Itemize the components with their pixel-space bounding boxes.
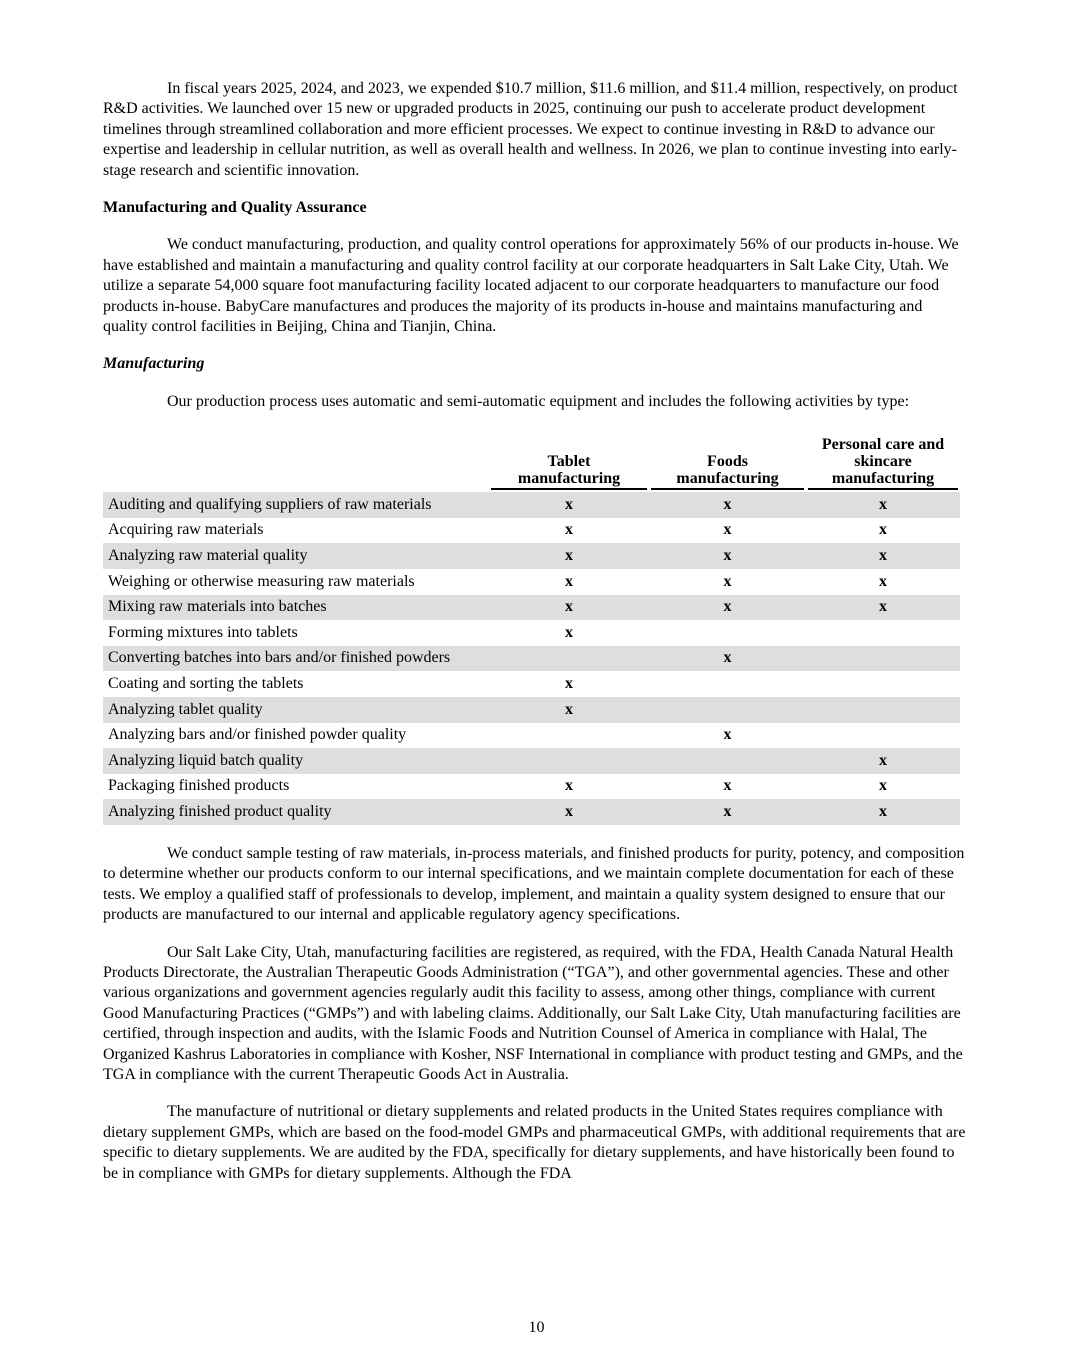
- mark-cell-personal-care: x: [806, 748, 960, 774]
- column-header-foods-label: [651, 453, 804, 490]
- mark-cell-foods: [649, 748, 806, 774]
- activity-cell: Mixing raw materials into batches: [103, 595, 489, 621]
- mark-cell-tablet: x: [489, 697, 649, 723]
- activity-cell: Weighing or otherwise measuring raw materials: [108, 572, 415, 590]
- table-row: [103, 569, 960, 595]
- table-row: [103, 774, 960, 800]
- column-header-tablet: [489, 436, 649, 492]
- mark-cell-personal-care: [806, 646, 960, 672]
- table-body: [103, 492, 960, 825]
- column-header-line: Foods: [707, 453, 748, 471]
- column-header-line: Tablet: [547, 453, 591, 471]
- mark-cell-foods: x: [649, 799, 806, 825]
- activity-cell: Acquiring raw materials: [108, 521, 264, 539]
- mark-cell-tablet: x: [489, 595, 649, 621]
- mark-cell-personal-care: [806, 723, 960, 749]
- mark-cell-tablet: x: [565, 572, 573, 590]
- heading-manufacturing-quality-assurance: Manufacturing and Quality Assurance: [103, 199, 367, 217]
- mark-cell-personal-care: [806, 620, 960, 646]
- page-number: 10: [528, 1319, 545, 1336]
- table-row: [103, 723, 960, 749]
- column-header-personal-care-label: [808, 436, 958, 490]
- column-header-line: manufacturing: [676, 470, 779, 488]
- mark-cell-tablet: x: [489, 543, 649, 569]
- mark-cell-personal-care: x: [806, 543, 960, 569]
- activity-cell: Analyzing liquid batch quality: [103, 748, 489, 774]
- mark-cell-tablet: x: [565, 777, 573, 795]
- activity-cell: Analyzing finished product quality: [103, 799, 489, 825]
- mark-cell-tablet: x: [565, 675, 573, 693]
- table-row: [103, 492, 960, 518]
- paragraph-dietary-gmp: The manufacture of nutritional or dietary supplements and related products in the United States requires compliance with dietary supplement GMPs, which are based on the food-model GMPs and pharmaceutical GMPs, with additional requirements that are specific to dietary supplements. We are audited by the FDA, specifically for dietary supplements, and have historically been found to be in compliance with GMPs for dietary supplements. Although the FDA: [103, 1103, 966, 1182]
- column-header-line: manufacturing: [831, 470, 935, 488]
- mark-cell-foods: x: [649, 492, 806, 518]
- table-row: [103, 518, 960, 544]
- mark-cell-tablet: [489, 723, 649, 749]
- activity-cell: Auditing and qualifying suppliers of raw materials: [103, 492, 489, 518]
- mark-cell-tablet: x: [489, 799, 649, 825]
- table-row: [103, 620, 960, 646]
- activity-cell: Coating and sorting the tablets: [108, 675, 304, 693]
- table-row: [103, 748, 960, 774]
- activity-column-header: [103, 436, 489, 492]
- mark-cell-foods: x: [649, 646, 806, 672]
- mark-cell-tablet: [489, 748, 649, 774]
- mark-cell-tablet: x: [489, 492, 649, 518]
- paragraph-salt-lake-facilities: Our Salt Lake City, Utah, manufacturing facilities are registered, as required, with the FDA, Health Canada Natural Health Products Directorate, the Australian Therapeutic Goods Administration (“TGA”), and other governmental agencies. These and other various organizations and government agencies regularly audit this facility to assess, among other things, compliance with current Good Manufacturing Practices (“GMPs”) and with labeling claims. Additionally, our Salt Lake City, Utah manufacturing facilities are certified, through inspection and audits, with the Islamic Foods and Nutrition Counsel of America in compliance with Halal, The Organized Kashrus Laboratories in compliance with Kosher, NSF International in compliance with product testing and GMPs, and the TGA in compliance with the current Therapeutic Goods Act in Australia.: [103, 943, 963, 1084]
- mark-cell-tablet: x: [565, 623, 573, 641]
- column-header-line: skincare: [854, 453, 912, 471]
- column-header-tablet-label: [491, 453, 647, 490]
- table-row: [103, 671, 960, 697]
- mark-cell-personal-care: x: [879, 521, 887, 539]
- paragraph-sample-testing: We conduct sample testing of raw materials, in-process materials, and finished products for purity, potency, and composition to determine whether our products conform to our internal specifications, and we maintain complete documentation for each of these tests. We employ a qualified staff of professionals to develop, implement, and maintain a quality system designed to ensure that our products are manufactured to our internal and applicable regulatory agency specifications.: [103, 845, 965, 924]
- mark-cell-foods: [649, 671, 806, 697]
- activity-cell: Packaging finished products: [108, 777, 290, 795]
- mark-cell-personal-care: [806, 671, 960, 697]
- activity-cell: Converting batches into bars and/or finished powders: [103, 646, 489, 672]
- mark-cell-foods: [649, 620, 806, 646]
- activity-cell: Forming mixtures into tablets: [108, 623, 298, 641]
- activity-cell: Analyzing bars and/or finished powder quality: [108, 726, 407, 744]
- table-row: [103, 646, 960, 672]
- column-header-foods: [649, 436, 806, 492]
- mark-cell-tablet: x: [565, 521, 573, 539]
- column-header-line: manufacturing: [517, 470, 621, 488]
- mark-cell-personal-care: x: [806, 595, 960, 621]
- document-page: [103, 79, 969, 1184]
- mark-cell-foods: x: [723, 572, 732, 590]
- mark-cell-foods: x: [649, 595, 806, 621]
- mark-cell-personal-care: x: [879, 572, 887, 590]
- table-row: [103, 799, 960, 825]
- mark-cell-foods: x: [723, 726, 732, 744]
- mark-cell-personal-care: x: [806, 799, 960, 825]
- table-header-row: [103, 436, 960, 492]
- mark-cell-tablet: [489, 646, 649, 672]
- column-header-personal-care: [806, 436, 960, 492]
- mark-cell-foods: x: [723, 777, 732, 795]
- paragraph-production-process: Our production process uses automatic and semi-automatic equipment and includes the following activities by type:: [167, 392, 910, 410]
- heading-manufacturing: Manufacturing: [103, 355, 205, 373]
- table-header: [103, 436, 960, 492]
- table-row: [103, 595, 960, 621]
- mark-cell-foods: x: [723, 521, 732, 539]
- mark-cell-foods: [649, 697, 806, 723]
- activity-cell: Analyzing tablet quality: [103, 697, 489, 723]
- paragraph-manufacturing-intro: We conduct manufacturing, production, and quality control operations for approximately 56% of our products in-house. We have established and maintain a manufacturing and quality control facility at our corporate headquarters in Salt Lake City, Utah. We utilize a separate 54,000 square foot manufacturing facility located adjacent to our corporate headquarters to manufacture our food products in-house. BabyCare manufactures and produces the majority of its products in-house and maintains manufacturing and quality control facilities in Beijing, China and Tianjin, China.: [103, 236, 959, 336]
- mark-cell-personal-care: [806, 697, 960, 723]
- manufacturing-activities-table: [103, 436, 960, 825]
- table-row: [103, 543, 960, 569]
- mark-cell-personal-care: x: [806, 492, 960, 518]
- column-header-line: Personal care and: [821, 436, 945, 454]
- mark-cell-foods: x: [649, 543, 806, 569]
- table-row: [103, 697, 960, 723]
- mark-cell-personal-care: x: [879, 777, 887, 795]
- paragraph-rd-expenditures: In fiscal years 2025, 2024, and 2023, we expended $10.7 million, $11.6 million, and $11.4 million, respectively, on product R&D activities. We launched over 15 new or upgraded products in 2025, continuing our push to accelerate product development timelines through streamlined collaboration and more efficient processes. We expect to continue investing in R&D to advance our expertise and leadership in cellular nutrition, as well as overall health and wellness. In 2026, we plan to continue investing into early-stage research and scientific innovation.: [103, 80, 958, 179]
- activity-cell: Analyzing raw material quality: [103, 543, 489, 569]
